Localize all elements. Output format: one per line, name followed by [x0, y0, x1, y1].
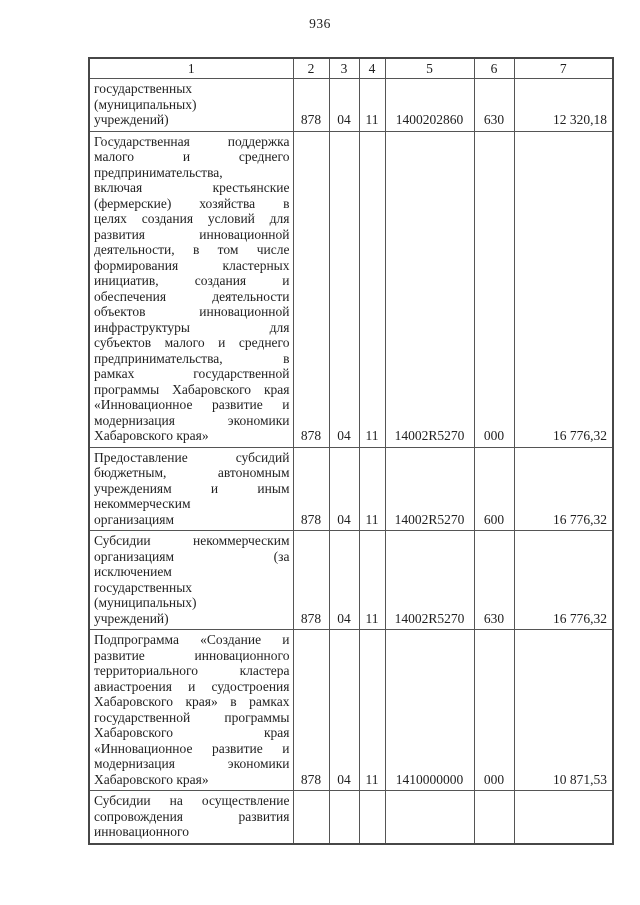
subsection-code-cell: 11 [359, 531, 385, 630]
text-line: предпринимательства, в [94, 350, 290, 366]
text-line: целях создания условий для [94, 211, 290, 226]
text-line: Хабаровского края» в рамках [94, 694, 290, 709]
column-header-3: 3 [329, 58, 359, 79]
section-code-cell: 04 [329, 531, 359, 630]
subsection-code-cell [359, 791, 385, 844]
section-code-cell: 04 [329, 79, 359, 132]
amount-cell: 12 320,18 [514, 79, 613, 132]
expense-type-code-cell: 630 [474, 531, 514, 630]
expense-type-code-cell: 630 [474, 79, 514, 132]
column-header-2: 2 [293, 58, 329, 79]
grbs-code-cell: 878 [293, 79, 329, 132]
text-line: государственных [94, 81, 193, 96]
table-row [89, 447, 613, 531]
text-line: некоммерческим [94, 496, 191, 511]
row-name-cell [89, 531, 293, 630]
section-code-cell: 04 [329, 131, 359, 447]
text-line: субъектов малого и среднего [94, 335, 290, 350]
table-row [89, 630, 613, 791]
row-name-cell [89, 79, 293, 132]
table-row [89, 531, 613, 630]
row-name-cell [89, 791, 293, 844]
target-article-code-cell: 14002R5270 [385, 131, 474, 447]
grbs-code-cell: 878 [293, 131, 329, 447]
expense-type-code-cell: 600 [474, 447, 514, 531]
amount-cell: 16 776,32 [514, 447, 613, 531]
table-header-row [89, 58, 613, 79]
text-line: государственной программы [94, 709, 290, 725]
column-header-4: 4 [359, 58, 385, 79]
text-line: Подпрограмма «Создание и [94, 632, 290, 647]
text-line: программы Хабаровского края [94, 381, 290, 397]
amount-cell: 16 776,32 [514, 131, 613, 447]
text-line: объектов инновационной [94, 304, 290, 319]
row-name-cell [89, 131, 293, 447]
text-line: модернизация экономики [94, 756, 290, 771]
text-line: Предоставление субсидий [94, 449, 290, 465]
text-line: учреждений) [94, 610, 169, 626]
amount-cell: 16 776,32 [514, 531, 613, 630]
text-line: авиастроения и судостроения [94, 678, 290, 694]
text-line: предпринимательства, [94, 164, 223, 180]
subsection-code-cell: 11 [359, 79, 385, 132]
expense-type-code-cell: 000 [474, 131, 514, 447]
text-line: развития инновационной [94, 226, 290, 242]
grbs-code-cell: 878 [293, 630, 329, 791]
text-line: малого и среднего [94, 149, 290, 164]
row-name-cell [89, 447, 293, 531]
text-line: Хабаровского края» [94, 428, 209, 443]
budget-expenses-table [88, 57, 614, 845]
grbs-code-cell [293, 791, 329, 844]
text-line: инновационного [94, 824, 189, 839]
subsection-code-cell: 11 [359, 630, 385, 791]
text-line: инициатив, создания и [94, 273, 290, 288]
grbs-code-cell: 878 [293, 447, 329, 531]
subsection-code-cell: 11 [359, 447, 385, 531]
column-header-6: 6 [474, 58, 514, 79]
target-article-code-cell: 14002R5270 [385, 531, 474, 630]
text-line: Государственная поддержка [94, 133, 290, 149]
amount-cell [514, 791, 613, 844]
target-article-code-cell: 14002R5270 [385, 447, 474, 531]
text-line: учреждениям и иным [94, 480, 290, 496]
grbs-code-cell: 878 [293, 531, 329, 630]
section-code-cell: 04 [329, 630, 359, 791]
expense-type-code-cell [474, 791, 514, 844]
text-line: включая крестьянские [94, 180, 290, 195]
text-line: учреждений) [94, 112, 169, 127]
section-code-cell [329, 791, 359, 844]
text-line: развитие инновационного [94, 647, 290, 663]
column-header-1: 1 [89, 58, 293, 79]
target-article-code-cell [385, 791, 474, 844]
table-row [89, 791, 613, 844]
table-row [89, 131, 613, 447]
row-name-cell [89, 630, 293, 791]
text-line: (муниципальных) [94, 595, 197, 610]
text-line: Хабаровского края [94, 725, 290, 740]
column-header-7: 7 [514, 58, 613, 79]
text-line: государственных [94, 579, 193, 595]
text-line: «Инновационное развитие и [94, 740, 290, 756]
target-article-code-cell: 1410000000 [385, 630, 474, 791]
target-article-code-cell: 1400202860 [385, 79, 474, 132]
text-line: обеспечения деятельности [94, 288, 290, 304]
text-line: «Инновационное развитие и [94, 397, 290, 412]
text-line: рамках государственной [94, 366, 290, 381]
table-row [89, 79, 613, 132]
section-code-cell: 04 [329, 447, 359, 531]
text-line: территориального кластера [94, 663, 290, 678]
text-line: (фермерские) хозяйства в [94, 195, 290, 211]
text-line: инфраструктуры для [94, 319, 290, 335]
text-line: организациям (за [94, 548, 290, 564]
expense-type-code-cell: 000 [474, 630, 514, 791]
text-line: бюджетным, автономным [94, 465, 290, 480]
text-line: Субсидии некоммерческим [94, 533, 290, 548]
text-line: Хабаровского края» [94, 771, 209, 787]
text-line: деятельности, в том числе [94, 242, 290, 257]
text-line: (муниципальных) [94, 96, 197, 112]
text-line: формирования кластерных [94, 257, 290, 273]
subsection-code-cell: 11 [359, 131, 385, 447]
text-line: модернизация экономики [94, 412, 290, 428]
amount-cell: 10 871,53 [514, 630, 613, 791]
column-header-5: 5 [385, 58, 474, 79]
page-number: 936 [309, 16, 331, 31]
text-line: исключением [94, 564, 172, 579]
text-line: Субсидии на осуществление [94, 793, 290, 808]
text-line: сопровождения развития [94, 808, 290, 824]
text-line: организациям [94, 511, 175, 527]
